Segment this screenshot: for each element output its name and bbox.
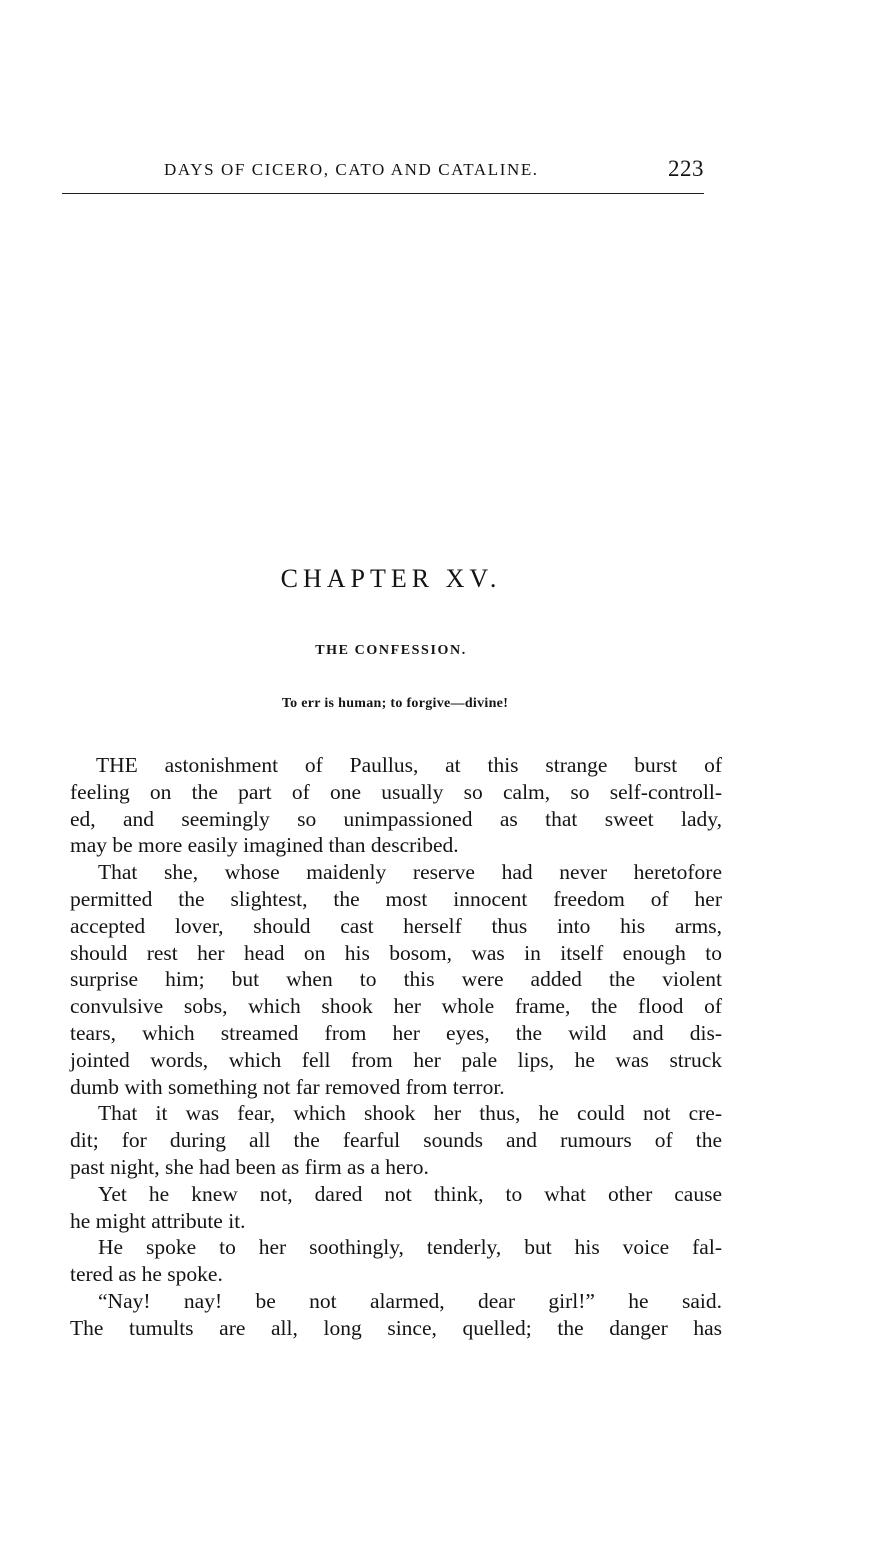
paragraph-line: ed, and seemingly so unimpassioned as that sweet lady,: [70, 806, 722, 831]
paragraph-line: “Nay! nay! be not alarmed, dear girl!” he said.: [98, 1288, 722, 1313]
paragraph-line: The tumults are all, long since, quelled; the danger has: [70, 1315, 722, 1340]
paragraph-line: Yet he knew not, dared not think, to what other cause: [98, 1181, 722, 1206]
running-title: DAYS OF CICERO, CATO AND CATALINE.: [164, 160, 539, 179]
paragraph-line: feeling on the part of one usually so calm, so self-controll-: [70, 779, 722, 804]
paragraph-line: he might attribute it.: [70, 1208, 246, 1233]
chapter-title: CHAPTER XV.: [280, 564, 502, 593]
paragraph-line: dit; for during all the fearful sounds and rumours of the: [70, 1128, 722, 1153]
paragraph-line: That she, whose maidenly reserve had never heretofore: [98, 860, 722, 885]
paragraph-line: dumb with something not far removed from terror.: [70, 1074, 505, 1099]
paragraph-line: may be more easily imagined than described.: [70, 833, 459, 858]
paragraph-line: He spoke to her soothingly, tenderly, but his voice fal-: [98, 1235, 722, 1260]
running-header: [64, 156, 704, 186]
paragraph-line: THE astonishment of Paullus, at this strange burst of: [96, 753, 722, 777]
paragraph-line: tears, which streamed from her eyes, the wild and dis-: [70, 1020, 722, 1045]
paragraph-line: jointed words, which fell from her pale lips, he was struck: [70, 1047, 722, 1072]
chapter-subtitle: THE CONFESSION.: [315, 643, 467, 658]
paragraph-line: surprise him; but when to this were added the violent: [70, 967, 722, 992]
paragraph-line: tered as he spoke.: [70, 1262, 223, 1287]
paragraph-line: permitted the slightest, the most innocent freedom of her: [70, 886, 722, 911]
paragraph-line: That it was fear, which shook her thus, he could not cre-: [98, 1101, 722, 1126]
body-text: [70, 752, 722, 1342]
page-number: 223: [668, 156, 704, 181]
epigraph: To err is human; to forgive—divine!: [281, 696, 509, 711]
paragraph-line: convulsive sobs, which shook her whole frame, the flood of: [70, 994, 722, 1019]
header-rule: [62, 193, 704, 194]
paragraph-line: accepted lover, should cast herself thus into his arms,: [70, 913, 722, 938]
paragraph-line: past night, she had been as firm as a hero.: [70, 1154, 429, 1179]
paragraph-line: should rest her head on his bosom, was in itself enough to: [70, 940, 722, 965]
